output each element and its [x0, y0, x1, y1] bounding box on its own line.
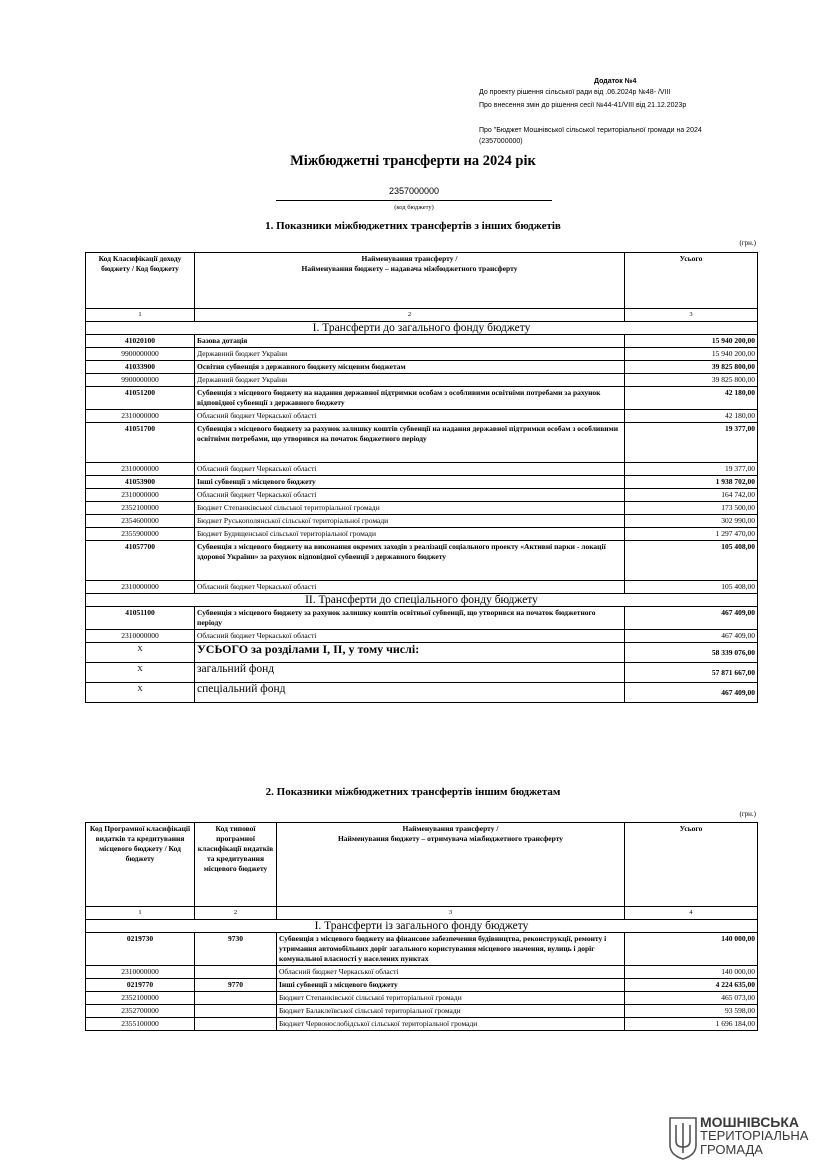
header-type-code: Код типової програмної класифікації видатків та кредитування місцевого бюджету	[195, 823, 277, 907]
col-number: 3	[277, 907, 625, 920]
row-program-code: 2355100000	[86, 1018, 195, 1031]
header-total: Усього	[625, 253, 758, 309]
logo-line-1: МОШНІВСЬКА	[700, 1114, 800, 1130]
header-line-amendment: Про внесення змін до рішення сесії №44-41/VIII від 21.12.2023р	[479, 102, 687, 109]
table-row	[86, 387, 758, 410]
total-row	[86, 683, 758, 703]
page-title: Міжбюджетні трансферти на 2024 рік	[290, 153, 536, 169]
row-code: X	[86, 663, 195, 683]
row-type-code	[195, 1018, 277, 1031]
row-name: Бюджет Балаклеївської сільської територіальної громади	[277, 1005, 625, 1018]
table-row	[86, 933, 758, 966]
row-name: загальний фонд	[195, 663, 625, 683]
section1-title: 1. Показники міжбюджетних трансфертів з інших бюджетів	[265, 220, 561, 232]
row-code: 41033900	[86, 361, 195, 374]
table-row	[86, 607, 758, 630]
row-name: Державний бюджет України	[195, 374, 625, 387]
row-type-code	[195, 1005, 277, 1018]
col-number: 1	[86, 907, 195, 920]
table-row	[86, 502, 758, 515]
table-row	[86, 979, 758, 992]
row-amount: 15 940 200,00	[625, 348, 758, 361]
row-amount: 19 377,00	[625, 423, 758, 463]
section1-unit: (грн.)	[739, 239, 756, 247]
part-heading: I. Трансферти до загального фонду бюджету	[86, 322, 758, 335]
logo-line-2: ТЕРИТОРІАЛЬНА	[700, 1128, 809, 1143]
row-amount: 105 408,00	[625, 581, 758, 594]
row-code: 41051700	[86, 423, 195, 463]
row-amount: 19 377,00	[625, 463, 758, 476]
table-row	[86, 476, 758, 489]
row-name: Обласний бюджет Черкаської області	[195, 410, 625, 423]
row-code: 2310000000	[86, 581, 195, 594]
row-amount: 140 000,00	[625, 966, 758, 979]
table-row	[86, 463, 758, 476]
row-code: 2310000000	[86, 410, 195, 423]
row-name: Державний бюджет України	[195, 348, 625, 361]
row-name: Субвенція з місцевого бюджету на надання державної підтримки особам з особливими освітніми потребами за рахунок відповідної субвенції з державного бюджету	[195, 387, 625, 410]
row-amount: 1 938 702,00	[625, 476, 758, 489]
row-name: Субвенція з місцевого бюджету за рахунок залишку коштів субвенції на надання державної підтримки особам з особливими освітніми потребами, що утворився на початок бюджетного періоду	[195, 423, 625, 463]
row-code: 41020100	[86, 335, 195, 348]
table-row	[86, 992, 758, 1005]
col-number: 1	[86, 309, 195, 322]
row-amount: 1 696 184,00	[625, 1018, 758, 1031]
table-row	[86, 423, 758, 463]
row-amount: 173 500,00	[625, 502, 758, 515]
incoming-transfers-table	[85, 252, 758, 703]
row-amount: 4 224 635,00	[625, 979, 758, 992]
col-number: 2	[195, 309, 625, 322]
section2-title: 2. Показники міжбюджетних трансфертів іншим бюджетам	[265, 786, 561, 798]
row-name: Обласний бюджет Черкаської області	[195, 489, 625, 502]
row-code: 41051100	[86, 607, 195, 630]
row-amount: 39 825 800,00	[625, 374, 758, 387]
row-code: 41053900	[86, 476, 195, 489]
row-amount: 93 598,00	[625, 1005, 758, 1018]
table-row	[86, 361, 758, 374]
row-name: Обласний бюджет Черкаської області	[277, 966, 625, 979]
row-code: 9900000000	[86, 348, 195, 361]
header-name: Найменування трансферту / Найменування бюджету – отримувача міжбюджетного трансферту	[277, 823, 625, 907]
row-name: Бюджет Степанківської сільської територіальної громади	[195, 502, 625, 515]
row-program-code: 0219730	[86, 933, 195, 966]
header-line-code: (2357000000)	[479, 138, 523, 145]
part-heading: II. Трансферти до спеціального фонду бюджету	[86, 594, 758, 607]
row-code: 2355900000	[86, 528, 195, 541]
row-amount: 42 180,00	[625, 410, 758, 423]
row-code: 2310000000	[86, 463, 195, 476]
row-amount: 57 871 667,00	[625, 663, 758, 683]
total-row	[86, 643, 758, 663]
row-code: 41057700	[86, 541, 195, 581]
table-row	[86, 410, 758, 423]
row-amount: 1 297 470,00	[625, 528, 758, 541]
row-amount: 39 825 800,00	[625, 361, 758, 374]
row-amount: 467 409,00	[625, 630, 758, 643]
table-row	[86, 374, 758, 387]
row-code: 2310000000	[86, 630, 195, 643]
row-program-code: 2352100000	[86, 992, 195, 1005]
row-name: Бюджет Будищенської сільської територіальної громади	[195, 528, 625, 541]
row-name: Бюджет Червонослобідської сільської територіальної громади	[277, 1018, 625, 1031]
row-code: 41051200	[86, 387, 195, 410]
col-number: 4	[625, 907, 758, 920]
row-program-code: 0219770	[86, 979, 195, 992]
row-code: X	[86, 683, 195, 703]
row-name: Інші субвенції з місцевого бюджету	[195, 476, 625, 489]
table-row	[86, 515, 758, 528]
row-type-code	[195, 966, 277, 979]
table-row	[86, 1018, 758, 1031]
table-row	[86, 630, 758, 643]
row-name: Базова дотація	[195, 335, 625, 348]
row-name: Бюджет Руськополянської сільської територіальної громади	[195, 515, 625, 528]
row-amount: 465 073,00	[625, 992, 758, 1005]
row-name: спеціальний фонд	[195, 683, 625, 703]
trident-emblem-icon	[668, 1115, 698, 1160]
col-number: 2	[195, 907, 277, 920]
row-type-code: 9730	[195, 933, 277, 966]
row-type-code: 9770	[195, 979, 277, 992]
part-row	[86, 594, 758, 607]
table-row	[86, 541, 758, 581]
row-code: 2352100000	[86, 502, 195, 515]
row-amount: 15 940 200,00	[625, 335, 758, 348]
table-row	[86, 489, 758, 502]
row-program-code: 2352700000	[86, 1005, 195, 1018]
part-heading: I. Трансферти із загального фонду бюджету	[86, 920, 758, 933]
row-amount: 58 339 076,00	[625, 643, 758, 663]
row-amount: 467 409,00	[625, 683, 758, 703]
row-name: Інші субвенції з місцевого бюджету	[277, 979, 625, 992]
row-amount: 302 990,00	[625, 515, 758, 528]
row-code: 2354600000	[86, 515, 195, 528]
row-code: 9900000000	[86, 374, 195, 387]
logo-line-3: ГРОМАДА	[700, 1142, 763, 1157]
community-logo	[700, 1115, 808, 1157]
row-name: Субвенція з місцевого бюджету за рахунок залишку коштів освітньої субвенції, що утворився на початок бюджетного періоду	[195, 607, 625, 630]
row-amount: 467 409,00	[625, 607, 758, 630]
budget-code: 2357000000	[388, 186, 440, 196]
table-row	[86, 581, 758, 594]
row-code: 2310000000	[86, 489, 195, 502]
header-name: Найменування трансферту / Найменування бюджету – надавача міжбюджетного трансферту	[195, 253, 625, 309]
header-line-project: До проекту рішення сільської ради від .06.2024р №48- /VIII	[479, 89, 671, 96]
row-program-code: 2310000000	[86, 966, 195, 979]
table-row	[86, 528, 758, 541]
row-type-code	[195, 992, 277, 1005]
header-code: Код Класифікації доходу бюджету / Код бюджету	[86, 253, 195, 309]
col-number: 3	[625, 309, 758, 322]
budget-code-underline	[276, 200, 552, 201]
row-amount: 105 408,00	[625, 541, 758, 581]
row-amount: 140 000,00	[625, 933, 758, 966]
row-code: X	[86, 643, 195, 663]
row-name: Субвенція з місцевого бюджету на фінансове забезпечення будівництва, реконструкції, ремонту і утримання автомобільних доріг загального користування місцевого значення, вулиць і доріг комунальної власності у населених пунктах	[277, 933, 625, 966]
row-name: Освітня субвенція з державного бюджету місцевим бюджетам	[195, 361, 625, 374]
row-name: Обласний бюджет Черкаської області	[195, 630, 625, 643]
row-amount: 42 180,00	[625, 387, 758, 410]
table-row	[86, 1005, 758, 1018]
header-line-budget: Про "Бюджет Мошнівської сільської територіальної громади на 2024	[479, 127, 702, 134]
total-row	[86, 663, 758, 683]
header-program-code: Код Програмної класифікації видатків та кредитування місцевого бюджету / Код бюджету	[86, 823, 195, 907]
row-name: Бюджет Степанківської сільської територіальної громади	[277, 992, 625, 1005]
row-name: Обласний бюджет Черкаської області	[195, 581, 625, 594]
row-name: УСЬОГО за розділами I, II, у тому числі:	[195, 643, 625, 663]
row-name: Субвенція з місцевого бюджету на виконання окремих заходів з реалізації соціального проекту «Активні парки - локації здорової України» за рахунок відповідної субвенції з державного бюджету	[195, 541, 625, 581]
table-row	[86, 966, 758, 979]
table-row	[86, 348, 758, 361]
outgoing-transfers-table	[85, 822, 758, 1031]
header-total: Усього	[625, 823, 758, 907]
row-name: Обласний бюджет Черкаської області	[195, 463, 625, 476]
table-row	[86, 335, 758, 348]
annex-label: Додаток №4	[594, 78, 637, 85]
row-amount: 164 742,00	[625, 489, 758, 502]
budget-code-caption: (код бюджету)	[394, 204, 434, 211]
section2-unit: (грн.)	[739, 810, 756, 818]
